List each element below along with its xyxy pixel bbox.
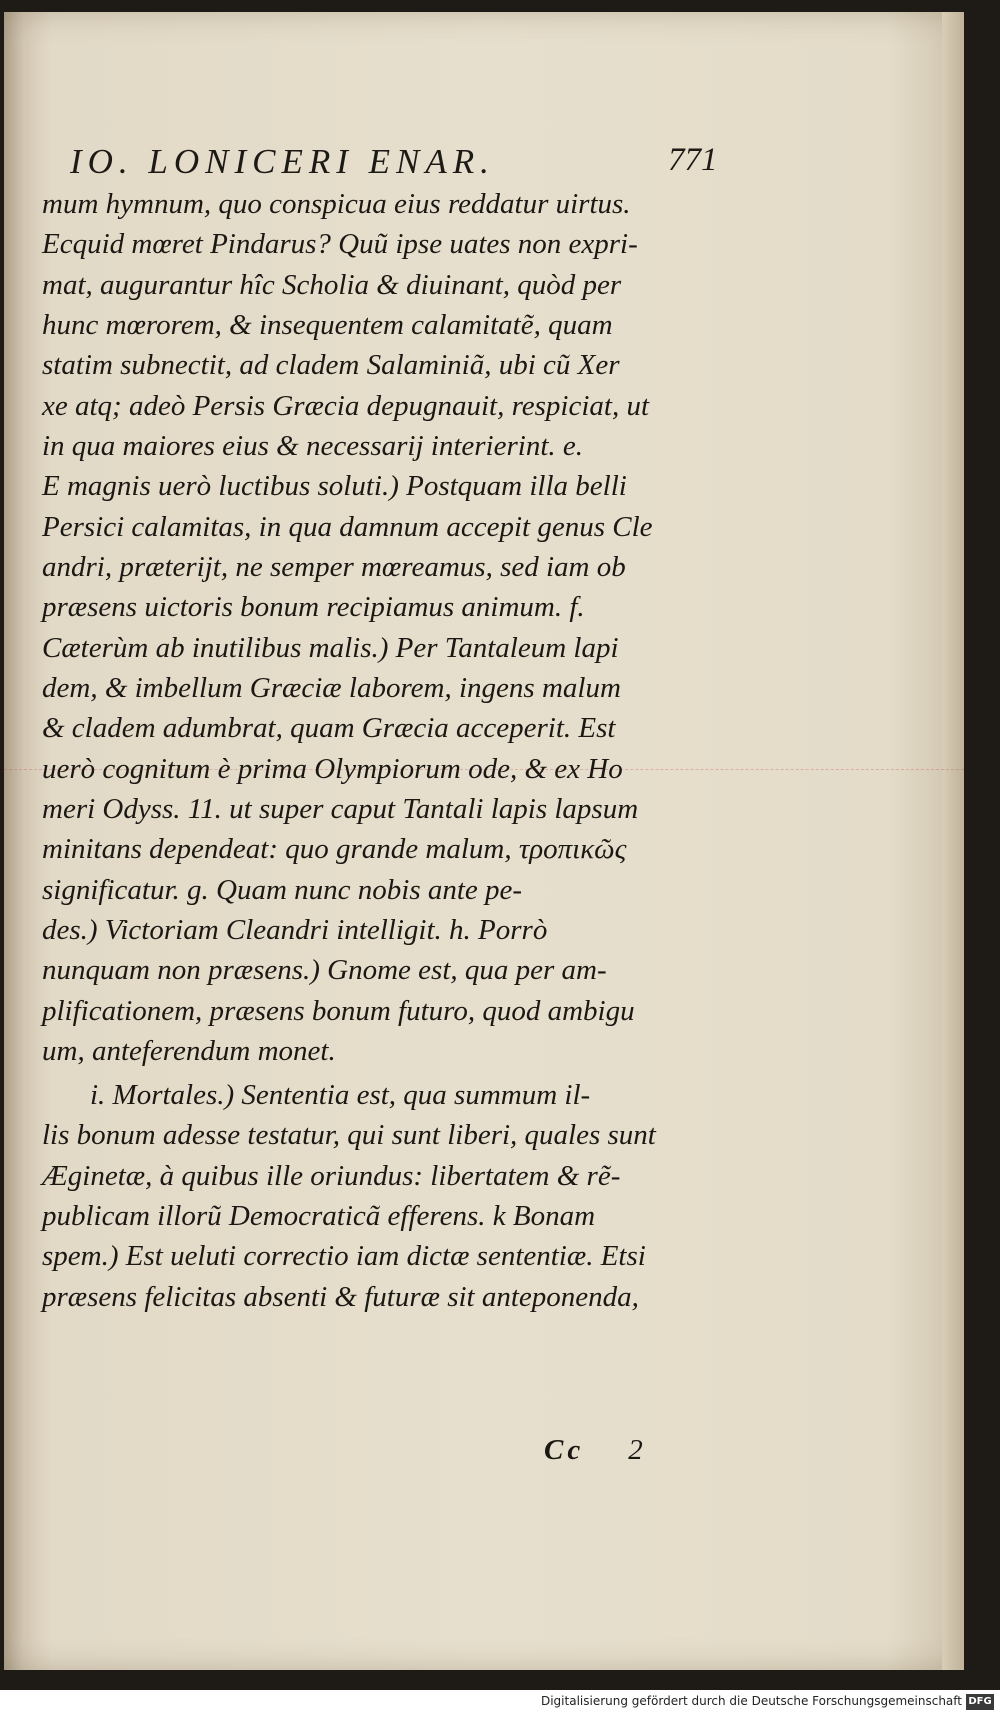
text-line: Ecquid mœret Pindarus? Quũ ipse uates non expri- — [42, 228, 638, 260]
funding-credit: Digitalisierung gefördert durch die Deutsche Forschungsgemeinschaft — [540, 1694, 962, 1708]
text-line: des.) Victoriam Cleandri intelligit. h. Porrò — [42, 914, 548, 946]
text-line: plificationem, præsens bonum futuro, quod ambigu — [42, 995, 635, 1027]
book-page — [4, 12, 964, 1670]
text-line: um, anteferendum monet. — [42, 1035, 336, 1067]
text-line: E magnis uerò luctibus soluti.) Postquam illa belli — [42, 470, 627, 502]
running-head-title: IO. LONICERI ENAR. — [70, 142, 495, 181]
body-text — [4, 12, 964, 1670]
text-line: & cladem adumbrat, quam Græcia acceperit. Est — [42, 712, 616, 744]
text-line: Æginetæ, à quibus ille oriundus: libertatem & rẽ- — [42, 1160, 621, 1192]
text-line: lis bonum adesse testatur, qui sunt liberi, quales sunt — [42, 1119, 656, 1151]
text-line: xe atq; adeò Persis Græcia depugnauit, respiciat, ut — [42, 390, 650, 422]
text-line: spem.) Est ueluti correctio iam dictæ sententiæ. Etsi — [42, 1240, 646, 1272]
dfg-logo: DFG — [966, 1694, 994, 1710]
text-line: præsens uictoris bonum recipiamus animum. f. — [42, 591, 585, 623]
text-line: Cæterùm ab inutilibus malis.) Per Tantaleum lapi — [42, 632, 619, 664]
text-line: meri Odyss. 11. ut super caput Tantali lapis lapsum — [42, 793, 639, 825]
signature-number: 2 — [628, 1434, 647, 1466]
text-line: significatur. g. Quam nunc nobis ante pe- — [42, 874, 523, 906]
signature-letters: Cc — [544, 1434, 585, 1466]
text-line: Persici calamitas, in qua damnum accepit genus Cle — [42, 511, 653, 543]
text-line: præsens felicitas absenti & futuræ sit anteponenda, — [42, 1281, 639, 1313]
text-line: hunc mœrorem, & insequentem calamitatẽ, quam — [42, 309, 613, 341]
text-line: in qua maiores eius & necessarij interierint. e. — [42, 430, 584, 462]
footer-bar — [0, 1690, 1000, 1716]
text-line: nunquam non præsens.) Gnome est, qua per am- — [42, 954, 607, 986]
text-line: dem, & imbellum Græciæ laborem, ingens malum — [42, 672, 621, 704]
page-number: 771 — [668, 142, 718, 178]
text-line: mum hymnum, quo conspicua eius reddatur uirtus. — [42, 188, 631, 220]
signature-mark — [544, 1434, 647, 1467]
text-line: publicam illorũ Democraticã efferens. k Bonam — [42, 1200, 596, 1232]
text-line: mat, augurantur hîc Scholia & diuinant, quòd per — [42, 269, 622, 301]
text-line: minitans dependeat: quo grande malum, τροπικῶς — [42, 833, 627, 865]
text-line: i. Mortales.) Sententia est, qua summum il- — [90, 1079, 591, 1111]
text-line: statim subnectit, ad cladem Salaminiã, ubi cũ Xer — [42, 349, 620, 381]
text-line: uerò cognitum è prima Olympiorum ode, & ex Ho — [42, 753, 623, 785]
text-line: andri, præterijt, ne semper mœreamus, sed iam ob — [42, 551, 626, 583]
